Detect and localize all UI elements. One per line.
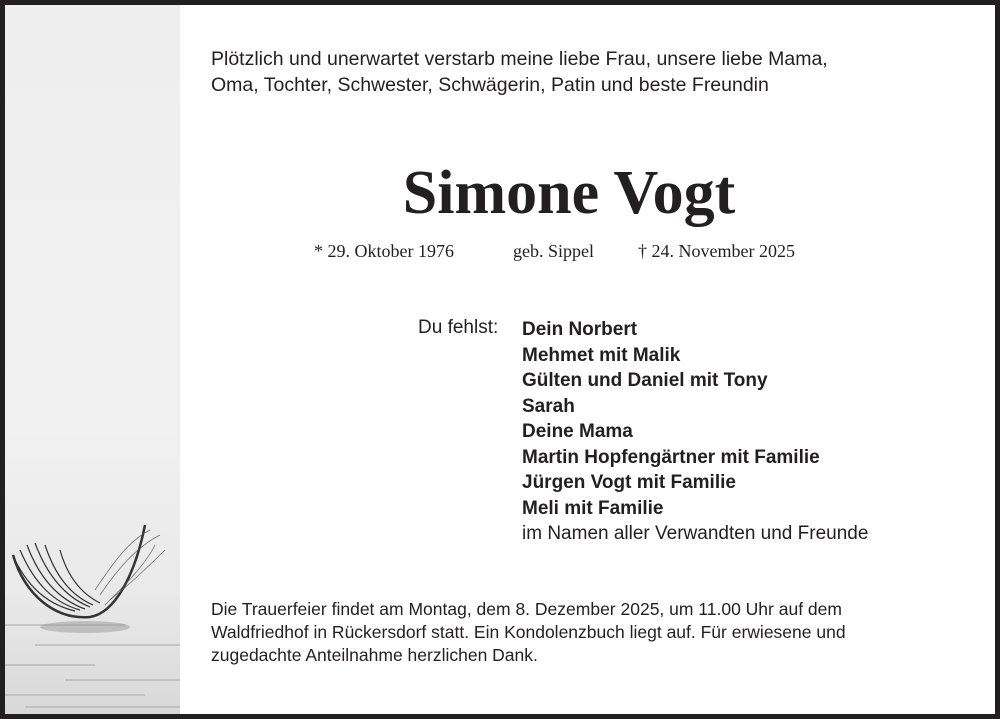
maiden-name: geb. Sippel bbox=[513, 241, 594, 261]
funeral-info bbox=[211, 598, 846, 667]
mourners-list bbox=[522, 317, 868, 547]
mourner: Meli mit Familie bbox=[522, 497, 664, 519]
mourner: Sarah bbox=[522, 395, 575, 417]
birth-date: * 29. Oktober 1976 bbox=[314, 241, 454, 261]
feather-image bbox=[5, 5, 180, 714]
intro-line: Plötzlich und unerwartet verstarb meine liebe Frau, unsere liebe Mama, bbox=[211, 48, 828, 70]
mourner: Dein Norbert bbox=[522, 319, 638, 340]
mourner: Mehmet mit Malik bbox=[522, 344, 681, 366]
mourner: Martin Hopfengärtner mit Familie bbox=[522, 446, 820, 468]
feather-on-water-icon bbox=[5, 5, 180, 714]
intro-text bbox=[211, 46, 828, 98]
mourners-label: Du fehlst: bbox=[418, 317, 499, 338]
mourners-footer: im Namen aller Verwandten und Freunde bbox=[522, 523, 869, 544]
deceased-name: Simone Vogt bbox=[402, 159, 736, 227]
mourner: Deine Mama bbox=[522, 421, 633, 442]
death-date: † 24. November 2025 bbox=[638, 241, 795, 261]
funeral-info-line: Waldfriedhof in Rückersdorf statt. Ein Kondolenzbuch liegt auf. Für erwiesene und bbox=[211, 622, 846, 642]
mourner: Jürgen Vogt mit Familie bbox=[522, 472, 736, 493]
funeral-info-line: zugedachte Anteilnahme herzlichen Dank. bbox=[211, 645, 538, 665]
mourner: Gülten und Daniel mit Tony bbox=[522, 370, 768, 391]
intro-line: Oma, Tochter, Schwester, Schwägerin, Patin und beste Freundin bbox=[211, 74, 769, 96]
funeral-info-line: Die Trauerfeier findet am Montag, dem 8. Dezember 2025, um 11.00 Uhr auf dem bbox=[211, 599, 842, 619]
